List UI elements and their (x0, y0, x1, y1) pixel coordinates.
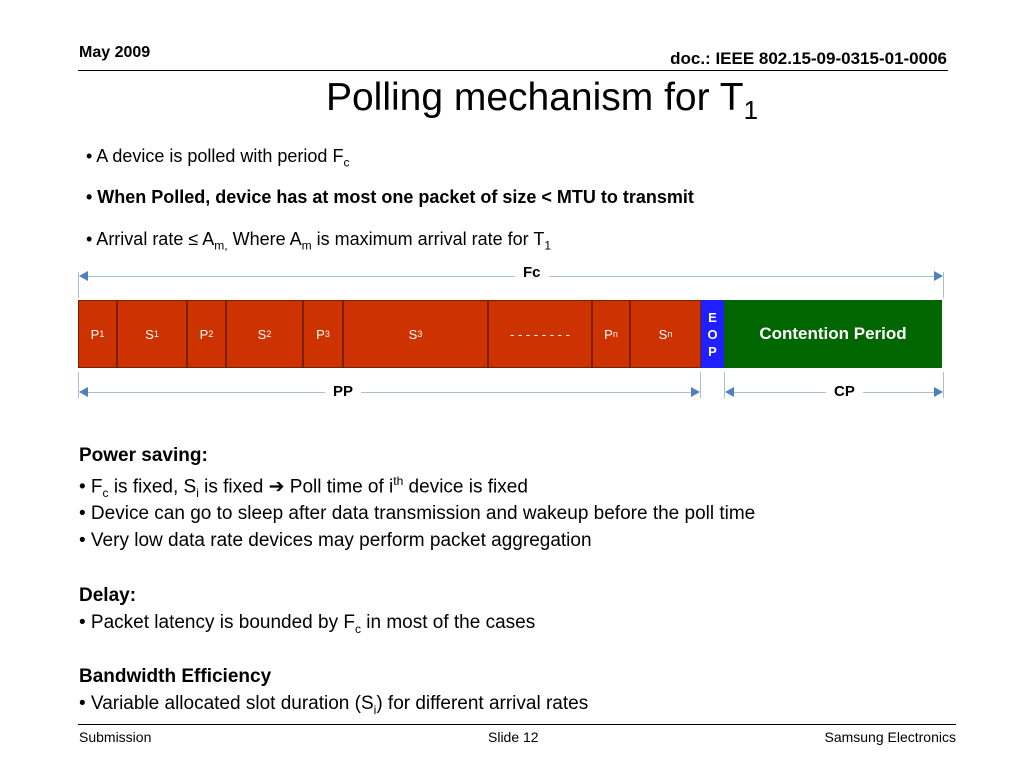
fc-arrow-left-icon (79, 271, 88, 281)
contention-period: Contention Period (724, 300, 942, 368)
bullet-polling-period (86, 146, 349, 170)
bullet-text: • A device is polled with period F (86, 146, 344, 166)
power-saving-line-1: • $F_c$ is fixed, $S_i$ is fixed ➔ Poll time of $i^{th}$ device is fixed (79, 474, 528, 501)
delay-line-1: • Packet latency is bounded by $F_c$ in most of the cases (79, 612, 536, 636)
eop-slot: E O P (701, 300, 724, 368)
bullet-subscript: m (301, 238, 312, 253)
footer-company: Samsung Electronics (824, 729, 956, 745)
slot-s1: S 1 (117, 300, 187, 368)
power-saving-line-2: • Device can go to sleep after data transmission and wakeup before the poll time (79, 503, 756, 524)
cp-arrow-left-icon (725, 387, 734, 397)
header-date: May 2009 (79, 44, 151, 61)
bullet-text: is maximum arrival rate for T (311, 229, 545, 249)
pp-arrow-left-icon (79, 387, 88, 397)
bullet-subscript: m, (214, 238, 228, 253)
slot-p2: P 2 (187, 300, 226, 368)
fc-arrow-right-icon (934, 271, 943, 281)
slot-s2: S 2 (226, 300, 303, 368)
slot-ellipsis: - - - - - - - - (488, 300, 592, 368)
fc-label: Fc (515, 264, 549, 281)
bullet-when-polled: • When Polled, device has at most one packet of size < MTU to transmit (86, 187, 694, 207)
pp-arrow-right-icon (691, 387, 700, 397)
bullet-text: • Arrival rate ≤ A (86, 229, 215, 249)
cp-tick-right (943, 372, 944, 398)
footer-divider (78, 724, 956, 725)
power-saving-line-3: • Very low data rate devices may perform packet aggregation (79, 530, 592, 551)
slot-sn: S n (630, 300, 701, 368)
pp-dimension-line (84, 392, 694, 393)
footer-slide-number: Slide 12 (488, 729, 539, 745)
bullet-arrival-rate (86, 229, 551, 253)
cp-label: CP (826, 383, 863, 400)
slide-title-subscript: 1 (743, 94, 759, 125)
header-doc-id: doc.: IEEE 802.15-09-0315-01-0006 (670, 49, 947, 68)
bandwidth-heading: Bandwidth Efficiency (79, 666, 272, 687)
slot-s3: S 3 (343, 300, 488, 368)
bandwidth-line-1: • Variable allocated slot duration $(S_i)$ for different arrival rates (79, 693, 589, 717)
header-divider (78, 70, 948, 71)
fc-dimension-line (84, 276, 936, 277)
bullet-subscript: 1 (544, 238, 552, 253)
slide-title-main: Polling mechanism for T (325, 76, 744, 119)
slide-title (0, 76, 1024, 126)
slot-p1: P 1 (78, 300, 117, 368)
power-saving-heading: Power saving: (79, 445, 208, 466)
bullet-subscript: c (343, 155, 350, 170)
fc-tick-right (943, 272, 944, 298)
slot-pn: P n (592, 300, 630, 368)
bullet-text: Where A (227, 229, 302, 249)
footer-submission: Submission (79, 729, 152, 745)
pp-tick-right (700, 372, 701, 398)
delay-heading: Delay: (79, 585, 137, 606)
pp-label: PP (325, 383, 361, 400)
cp-arrow-right-icon (934, 387, 943, 397)
slot-p3: P 3 (303, 300, 343, 368)
arrow-right-icon: ➔ (268, 476, 285, 498)
